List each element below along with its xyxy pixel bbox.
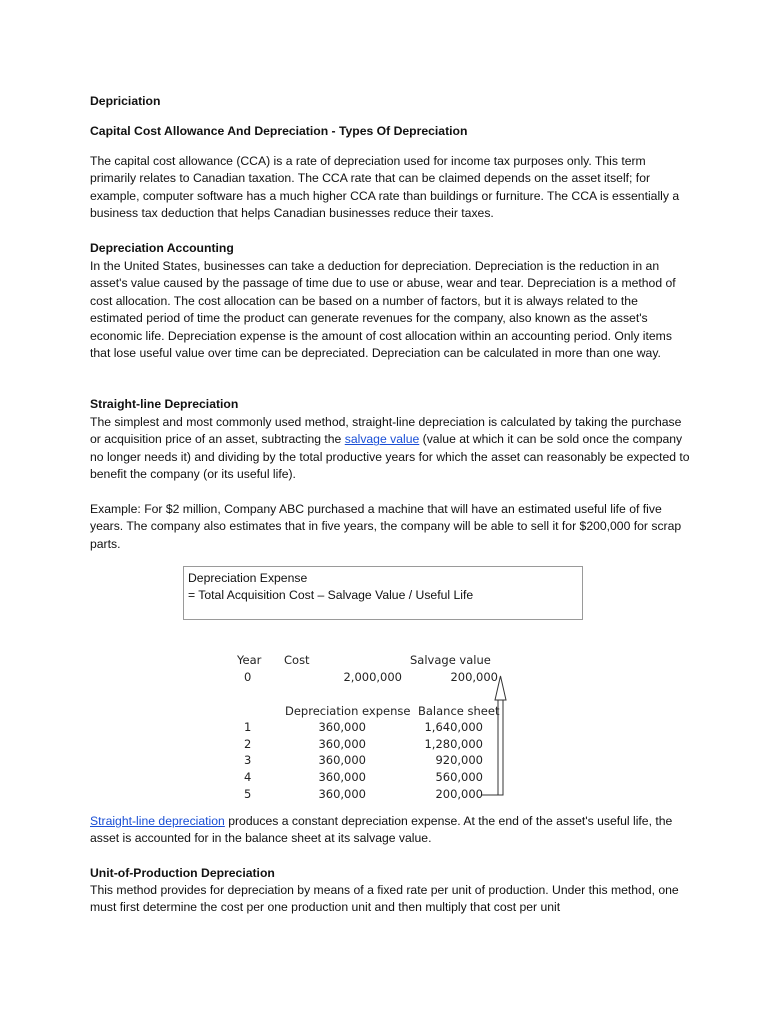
formula-text: = Total Acquisition Cost – Salvage Value / Useful Life (188, 588, 474, 603)
straight-line-result-paragraph (90, 813, 690, 848)
row-year: 3 (244, 753, 252, 767)
salvage-arrow-icon (480, 670, 510, 805)
doc-title: Depriciation (90, 94, 161, 108)
row-balance: 1,640,000 (424, 720, 483, 734)
formula-title: Depreciation Expense (188, 571, 308, 585)
accounting-paragraph: In the United States, businesses can take a deduction for depreciation. Depreciation is the reduction in an asset's value caused by the passage of time due to use or abuse, wear and tear. Depreciation is a method of cost allocation. The cost allocation can be based on a number of factors, but it is always related to the estimated period of time the product can generate revenues for the company, also known as the asset's economic life. Depreciation expense is the amount of cost allocation within an accounting period. Only items that lose useful value over time can be depreciated. Depreciation can be calculated in more than one way. (90, 259, 676, 361)
header-balance-sheet: Balance sheet (418, 704, 500, 718)
row-depreciation: 360,000 (318, 720, 366, 734)
cost-value: 2,000,000 (343, 670, 402, 684)
row-balance: 1,280,000 (424, 737, 483, 751)
row-year: 4 (244, 770, 252, 784)
header-cost: Cost (284, 653, 310, 667)
unit-of-production-paragraph: This method provides for depreciation by means of a fixed rate per unit of production. Under this method, one must first determine the cost per one production unit and then multiply that cost per unit (90, 883, 679, 915)
salvage-amount: 200,000 (450, 670, 498, 684)
row-year: 2 (244, 737, 252, 751)
row-balance: 560,000 (435, 770, 483, 784)
row-balance: 200,000 (435, 787, 483, 801)
straight-text-part1: The simplest and most commonly used method, straight-line depreciation is calculated by taking the purchase or acquisition price of an asset, subtracting the (90, 415, 682, 447)
row-depreciation: 360,000 (318, 787, 366, 801)
row-year: 1 (244, 720, 252, 734)
header-year: Year (237, 653, 262, 667)
accounting-heading: Depreciation Accounting (90, 241, 234, 255)
header-salvage-value: Salvage value (410, 653, 491, 667)
example-paragraph: Example: For $2 million, Company ABC purchased a machine that will have an estimated useful life of five years. The company also estimates that in five years, the company will be able to sell it for $200,000 for scrap parts. (90, 502, 682, 551)
salvage-value-link[interactable]: salvage value (344, 432, 420, 447)
cca-paragraph: The capital cost allowance (CCA) is a rate of depreciation used for income tax purposes only. This term primarily relates to Canadian taxation. The CCA rate that can be claimed depends on the asset itself; for example, computer software has a much higher CCA rate than buildings or furniture. The CCA is essentially a business tax deduction that helps Canadian businesses reduce their taxes. (90, 154, 680, 221)
row-depreciation: 360,000 (318, 753, 366, 767)
straight-line-depreciation-link[interactable]: Straight-line depreciation (90, 814, 225, 828)
straight-line-heading: Straight-line Depreciation (90, 397, 239, 411)
header-depreciation-expense: Depreciation expense (285, 704, 411, 718)
straight-line-result-text: produces a constant depreciation expense. At the end of the asset's useful life, the asset is accounted for in the balance sheet at its salvage value. (90, 814, 673, 846)
row-depreciation: 360,000 (318, 770, 366, 784)
unit-of-production-heading: Unit-of-Production Depreciation (90, 866, 275, 880)
straight-text-part2: (value at which it can be sold once the company no longer needs it) and dividing by the total productive years for which the asset can reasonably be expected to benefit the company (or its useful life). (90, 432, 690, 482)
row-depreciation: 360,000 (318, 737, 366, 751)
year-0: 0 (244, 670, 252, 684)
doc-subtitle: Capital Cost Allowance And Depreciation - Types Of Depreciation (90, 124, 468, 138)
row-year: 5 (244, 787, 252, 801)
row-balance: 920,000 (435, 753, 483, 767)
